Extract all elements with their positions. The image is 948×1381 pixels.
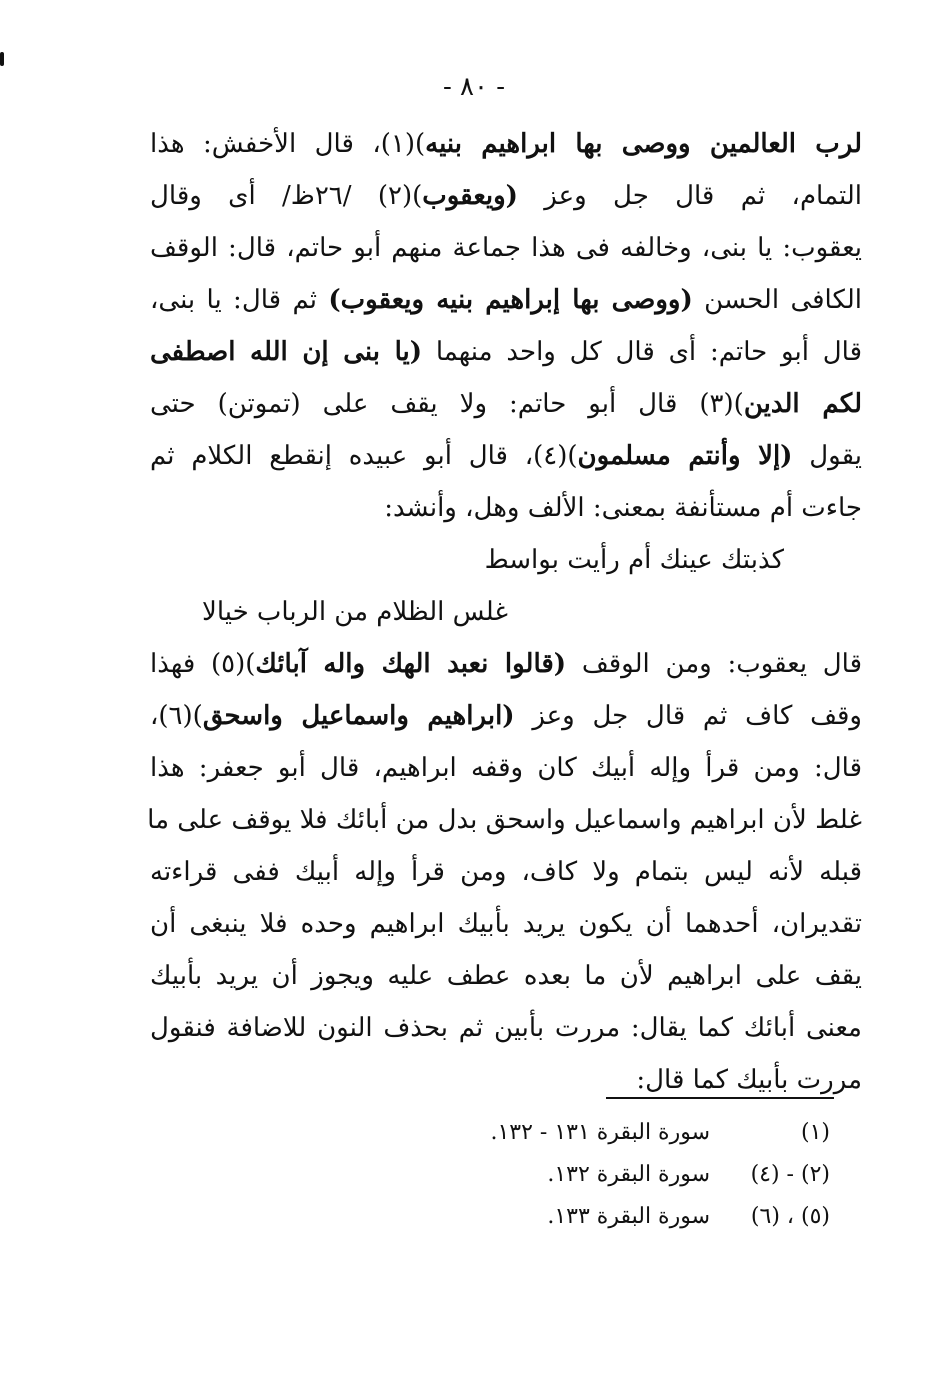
margin-mark bbox=[0, 52, 4, 66]
verse-line: كذبتك عينك أم رأيت بواسط bbox=[484, 545, 784, 575]
footnote bbox=[330, 1154, 830, 1196]
footnote-number: (٢) - (٤) bbox=[750, 1162, 830, 1187]
text-segment: قال: ومن قرأ وإله أبيك كان وقفه ابراهيم، قال أبو جعفر: هذا bbox=[150, 753, 862, 783]
quran-quote: (ووصى بها إبراهيم بنيه ويعقوب) bbox=[328, 285, 693, 315]
quran-quote: (قالوا نعبد الهك واله آبائك bbox=[255, 649, 567, 679]
quran-quote: (ويعقوب bbox=[422, 181, 518, 211]
text-segment: )(٥) فهذا bbox=[150, 649, 256, 679]
quran-quote: (ابراهيم واسماعيل واسحق bbox=[202, 701, 515, 731]
quran-quote: (يا بنى إن الله اصطفى bbox=[150, 337, 423, 367]
text-line bbox=[150, 118, 862, 170]
text-segment: الكافى الحسن bbox=[692, 285, 862, 315]
footnote-text: سورة البقرة ١٣٣. bbox=[547, 1204, 710, 1229]
page-number: - ٨٠ - bbox=[442, 72, 506, 102]
text-line bbox=[150, 222, 862, 274]
text-line bbox=[150, 170, 862, 222]
footnote-number: (٥) ، (٦) bbox=[750, 1204, 830, 1229]
text-segment: وقف كاف ثم قال جل وعز bbox=[514, 701, 862, 731]
text-segment: ثم قال: يا بنى، bbox=[150, 285, 329, 315]
quran-quote: (إلا وأنتم مسلمون bbox=[577, 441, 793, 471]
text-line bbox=[150, 430, 862, 482]
text-segment: قبله لأنه ليس بتمام ولا كاف، ومن قرأ وإله أبيك ففى قراءته bbox=[150, 857, 862, 887]
text-segment: غلط لأن ابراهيم واسماعيل واسحق بدل من أبائك فلا يوقف على ما bbox=[147, 805, 862, 835]
text-segment: التمام، ثم قال جل وعز bbox=[517, 181, 862, 211]
text-segment: )(٦)، bbox=[150, 701, 203, 731]
verse-line: غلس الظلام من الرباب خيالا bbox=[201, 597, 508, 627]
text-line bbox=[150, 274, 862, 326]
text-segment: )(٤)، قال أبو عبيده إنقطع الكلام ثم bbox=[150, 441, 578, 471]
footnote-number: (١) bbox=[800, 1120, 830, 1145]
quran-quote: لرب العالمين ووصى بها ابراهيم بنيه bbox=[425, 129, 862, 159]
text-line bbox=[150, 638, 862, 690]
text-line bbox=[150, 846, 862, 898]
text-segment: قال أبو حاتم: أى قال كل واحد منهما bbox=[422, 337, 862, 367]
body-text bbox=[147, 118, 863, 1106]
text-segment: يقف على ابراهيم لأن ما بعده عطف عليه ويجوز أن يريد بأبيك bbox=[150, 961, 862, 991]
text-segment: )(٣) قال أبو حاتم: ولا يقف على (تموتن) حتى bbox=[150, 389, 744, 419]
text-line bbox=[150, 898, 862, 950]
footnote bbox=[330, 1196, 830, 1238]
paragraph-1 bbox=[150, 118, 862, 534]
text-line bbox=[150, 1002, 862, 1054]
footnote-divider bbox=[606, 1097, 834, 1099]
text-segment: قال يعقوب: ومن الوقف bbox=[566, 649, 863, 679]
text-line bbox=[150, 378, 862, 430]
text-segment: مررت بأبيك كما قال: bbox=[636, 1065, 862, 1095]
text-line bbox=[150, 950, 862, 1002]
footnote-text: سورة البقرة ١٣٢. bbox=[547, 1162, 710, 1187]
text-segment: يقول bbox=[792, 441, 862, 471]
poetry-verse bbox=[150, 534, 862, 638]
text-segment: )(١)، قال الأخفش: هذا bbox=[150, 129, 426, 159]
text-line bbox=[150, 742, 862, 794]
footnotes bbox=[330, 1112, 830, 1238]
text-segment: )(٢) /٢٦ظ/ أى وقال bbox=[150, 181, 423, 211]
paragraph-2 bbox=[147, 638, 863, 1106]
footnote bbox=[330, 1112, 830, 1154]
quran-quote: لكم الدين bbox=[743, 389, 862, 419]
text-line bbox=[150, 690, 862, 742]
text-line bbox=[147, 794, 862, 846]
text-segment: جاءت أم مستأنفة بمعنى: الألف وهل، وأنشد: bbox=[384, 493, 862, 523]
text-segment: تقديران، أحدهما أن يكون يريد بأبيك ابراهيم وحده فلا ينبغى أن bbox=[150, 909, 862, 939]
text-line bbox=[150, 326, 862, 378]
text-segment: معنى أبائك كما يقال: مررت بأبين ثم بحذف النون للاضافة فنقول bbox=[150, 1013, 862, 1043]
text-line bbox=[150, 482, 862, 534]
footnote-text: سورة البقرة ١٣١ - ١٣٢. bbox=[490, 1120, 710, 1145]
text-segment: يعقوب: يا بنى، وخالفه فى هذا جماعة منهم أبو حاتم، قال: الوقف bbox=[150, 233, 862, 263]
